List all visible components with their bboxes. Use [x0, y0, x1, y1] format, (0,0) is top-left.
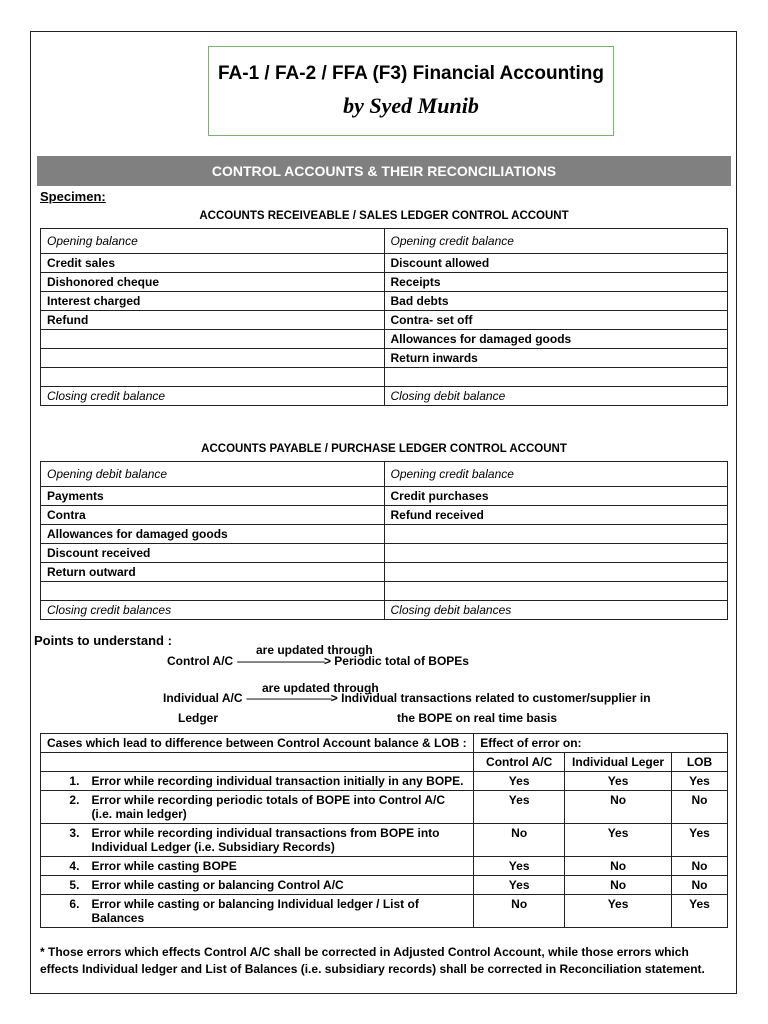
receivables-cell-debit: Refund	[41, 311, 385, 330]
case-effect-lob: Yes	[672, 824, 728, 857]
col-individual: Individual Leger	[565, 753, 672, 772]
payables-cell-credit	[384, 582, 728, 601]
payables-cell-credit	[384, 525, 728, 544]
payables-cell-debit: Return outward	[41, 563, 385, 582]
receivables-cell-debit: Dishonored cheque	[41, 273, 385, 292]
case-description: Error while recording individual transactions from BOPE into Individual Ledger (i.e. Subsidiary Records)	[87, 824, 473, 857]
case-effect-lob: No	[672, 857, 728, 876]
payables-row	[41, 563, 728, 582]
flow1-from: Control A/C	[167, 654, 234, 668]
flow1-label: are updated through	[256, 643, 373, 657]
case-number: 3.	[41, 824, 88, 857]
payables-cell-credit: Closing debit balances	[384, 601, 728, 620]
receivables-row	[41, 330, 728, 349]
payables-row	[41, 487, 728, 506]
payables-cell-credit	[384, 563, 728, 582]
error-cases-table	[40, 733, 728, 928]
case-description: Error while casting or balancing Individual ledger / List of Balances	[87, 895, 473, 928]
receivables-row	[41, 254, 728, 273]
receivables-caption: ACCOUNTS RECEIVEABLE / SALES LEDGER CONTROL ACCOUNT	[199, 210, 569, 222]
case-number: 4.	[41, 857, 88, 876]
payables-cell-debit: Opening debit balance	[41, 462, 385, 487]
flow2-from-line2: Ledger	[178, 711, 219, 725]
receivables-cell-credit: Contra- set off	[384, 311, 728, 330]
payables-cell-debit: Closing credit balances	[41, 601, 385, 620]
payables-row	[41, 525, 728, 544]
receivables-cell-debit: Interest charged	[41, 292, 385, 311]
case-effect-lob: No	[672, 876, 728, 895]
case-effect-control: Yes	[474, 791, 565, 824]
case-effect-control: Yes	[474, 876, 565, 895]
case-row	[41, 876, 728, 895]
receivables-cell-credit: Receipts	[384, 273, 728, 292]
case-effect-individual: No	[565, 791, 672, 824]
case-row	[41, 895, 728, 928]
payables-table	[40, 461, 728, 620]
payables-cell-credit: Credit purchases	[384, 487, 728, 506]
receivables-row	[41, 229, 728, 254]
payables-cell-credit: Refund received	[384, 506, 728, 525]
case-number: 1.	[41, 772, 88, 791]
receivables-cell-debit: Opening balance	[41, 229, 385, 254]
flow2-label: are updated through	[262, 681, 379, 695]
case-number: 6.	[41, 895, 88, 928]
receivables-cell-debit	[41, 349, 385, 368]
receivables-table	[40, 228, 728, 406]
receivables-row	[41, 349, 728, 368]
title-box	[208, 46, 614, 136]
cases-columns-row	[41, 753, 728, 772]
receivables-row	[41, 387, 728, 406]
case-effect-individual: Yes	[565, 824, 672, 857]
payables-row	[41, 544, 728, 563]
flow2	[163, 691, 651, 705]
flow1-to: > Periodic total of BOPEs	[323, 654, 469, 668]
case-effect-lob: No	[672, 791, 728, 824]
payables-caption: ACCOUNTS PAYABLE / PURCHASE LEDGER CONTROL ACCOUNT	[201, 443, 567, 455]
col-control: Control A/C	[474, 753, 565, 772]
case-effect-control: No	[474, 824, 565, 857]
payables-cell-debit: Payments	[41, 487, 385, 506]
payables-row	[41, 601, 728, 620]
flow1	[167, 654, 469, 668]
case-row	[41, 772, 728, 791]
payables-cell-debit	[41, 582, 385, 601]
flow2-from: Individual A/C	[163, 691, 243, 705]
receivables-cell-debit: Closing credit balance	[41, 387, 385, 406]
case-description: Error while casting BOPE	[87, 857, 473, 876]
document-title: FA-1 / FA-2 / FFA (F3) Financial Accounting	[217, 63, 604, 84]
receivables-cell-debit: Credit sales	[41, 254, 385, 273]
case-effect-individual: Yes	[565, 772, 672, 791]
case-effect-control: No	[474, 895, 565, 928]
receivables-cell-debit	[41, 368, 385, 387]
payables-cell-credit	[384, 544, 728, 563]
receivables-cell-credit: Allowances for damaged goods	[384, 330, 728, 349]
payables-cell-credit: Opening credit balance	[384, 462, 728, 487]
section-banner: CONTROL ACCOUNTS & THEIR RECONCILIATIONS	[37, 156, 731, 186]
col-lob: LOB	[672, 753, 728, 772]
case-effect-individual: Yes	[565, 895, 672, 928]
payables-cell-debit: Contra	[41, 506, 385, 525]
specimen-label: Specimen:	[40, 189, 106, 204]
flow2-to-line2: the BOPE on real time basis	[397, 711, 558, 725]
flow2-arrow: ----------------------------------	[245, 691, 331, 705]
payables-row	[41, 582, 728, 601]
case-number: 5.	[41, 876, 88, 895]
case-description: Error while recording periodic totals of BOPE into Control A/C (i.e. main ledger)	[87, 791, 473, 824]
case-row	[41, 857, 728, 876]
receivables-row	[41, 292, 728, 311]
receivables-cell-credit: Discount allowed	[384, 254, 728, 273]
case-effect-individual: No	[565, 857, 672, 876]
case-description: Error while recording individual transaction initially in any BOPE.	[87, 772, 473, 791]
case-effect-control: Yes	[474, 772, 565, 791]
flow2-to: > Individual transactions related to customer/supplier in	[330, 691, 651, 705]
receivables-row	[41, 368, 728, 387]
receivables-cell-credit	[384, 368, 728, 387]
receivables-cell-credit: Bad debts	[384, 292, 728, 311]
payables-cell-debit: Discount received	[41, 544, 385, 563]
points-heading: Points to understand :	[34, 633, 172, 648]
payables-row	[41, 506, 728, 525]
author-line: by Syed Munib	[343, 93, 479, 118]
case-effect-control: Yes	[474, 857, 565, 876]
footnote: * Those errors which effects Control A/C shall be corrected in Adjusted Control Account, while those errors which effects Individual ledger and List of Balances (i.e. subsidiary records) shall be corrected in Reconciliation statement.	[40, 945, 705, 976]
receivables-cell-debit	[41, 330, 385, 349]
case-effect-lob: Yes	[672, 772, 728, 791]
flow1-arrow: -----------------------------------	[236, 654, 324, 668]
cases-header-right: Effect of error on:	[474, 734, 728, 753]
case-row	[41, 824, 728, 857]
receivables-row	[41, 311, 728, 330]
cases-header-row	[41, 734, 728, 753]
receivables-cell-credit: Return inwards	[384, 349, 728, 368]
cases-header-left: Cases which lead to difference between Control Account balance & LOB :	[41, 734, 474, 753]
receivables-cell-credit: Opening credit balance	[384, 229, 728, 254]
payables-cell-debit: Allowances for damaged goods	[41, 525, 385, 544]
case-number: 2.	[41, 791, 88, 824]
receivables-cell-credit: Closing debit balance	[384, 387, 728, 406]
case-description: Error while casting or balancing Control A/C	[87, 876, 473, 895]
case-row	[41, 791, 728, 824]
case-effect-individual: No	[565, 876, 672, 895]
receivables-row	[41, 273, 728, 292]
case-effect-lob: Yes	[672, 895, 728, 928]
payables-row	[41, 462, 728, 487]
